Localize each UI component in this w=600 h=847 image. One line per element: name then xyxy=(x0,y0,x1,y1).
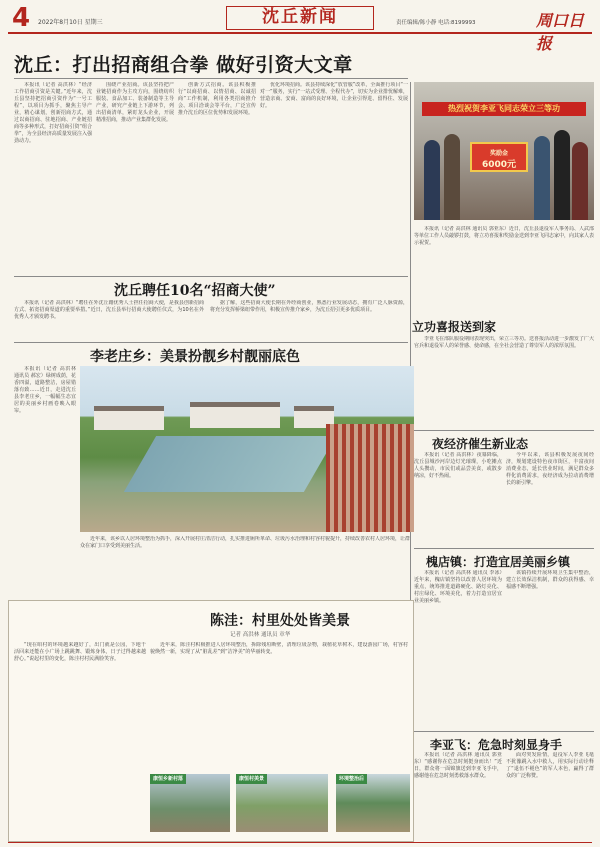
night-economy-col-2: 今年以来，该县积极发展夜间经济，规划建设特色夜市街区，丰富夜间消费业态，延长营业时间，满足群众多样化消费需求，夜经济成为拉动消费增长的新引擎。 xyxy=(506,452,594,486)
ambassador-article-col-2: 据了解，这些招商大使长期在外经商创业，熟悉行业发展动态，拥有广泛人脉资源，将充分发挥桥梁纽带作用，积极宣传推介家乡，为沈丘招引更多优质项目。 xyxy=(210,300,408,313)
main-article-col-2: 围绕产业招商。该县坚持把产业链招商作为主攻方向，围绕纺织服装、食品加工、装备制造等主导产业，研究产业链上下游环节，列出招商清单，紧盯龙头企业，开展精准招商，推动产业集群化发展。 xyxy=(96,82,174,123)
paper-logo: 周口日报 xyxy=(536,11,585,53)
lizhuang-col-2: 近年来，该乡以人居环境整治为抓手，深入开展村庄清洁行动，扎实推进厕所革命、垃圾污水治理和村容村貌提升，持续改善农村人居环境，让群众在家门口享受到美丽生活。 xyxy=(80,536,410,549)
divider xyxy=(14,342,408,343)
night-economy-col-1: 本报讯（记者 高洪林）夜幕降临，沈丘县城沙河岸边灯光璀璨，小吃摊点人头攒动，市民们或品尝美食，或散步纳凉，好不热闹。 xyxy=(414,452,502,479)
person-figure xyxy=(534,136,550,220)
main-article-col-3: 创新方式招商。该县积极推行“以商招商、以情招商、以诚招商”工作机制，利用各类招商推介会、项目洽谈会等平台，广泛宣传推介沈丘的区位优势和发展环境。 xyxy=(178,82,256,116)
divider xyxy=(14,276,408,277)
photo-caption-2: 康恒村美景 xyxy=(236,774,267,784)
night-economy-headline[interactable]: 夜经济催生新业态 xyxy=(432,437,529,451)
huaidian-col-2: 该镇持续开展环境卫生集中整治，建立长效保洁机制，群众的获得感、幸福感不断增强。 xyxy=(506,570,594,590)
masthead xyxy=(8,3,592,53)
chenwa-col-1: “现在咱村的环境越来越好了，出门就是公园，下地干活回来还能在小广场上跳跳舞、锻炼身体，日子过得越来越舒心。”说起村里的变化，陈洼村村民满脸笑容。 xyxy=(14,642,146,662)
canal-figure xyxy=(124,436,336,492)
chenwa-headline[interactable]: 陈洼：村里处处皆美景 xyxy=(210,613,350,629)
award-headline[interactable]: 立功喜报送到家 xyxy=(412,320,497,334)
award-photo xyxy=(414,82,594,220)
village-photo xyxy=(80,366,414,532)
person-figure xyxy=(554,130,570,220)
main-headline[interactable]: 沈丘：打出招商组合拳 做好引资大文章 xyxy=(14,54,353,76)
ambassador-headline[interactable]: 沈丘聘任10名“招商大使” xyxy=(114,283,276,299)
photo-caption-3: 环境整治后 xyxy=(336,774,367,784)
railing-figure xyxy=(326,424,414,532)
award-article: 李亚飞在部队服役期间表现突出，荣立三等功。送喜报活动进一步激发了广大官兵和退役军人的荣誉感、使命感，在全社会营造了尊崇军人的浓厚氛围。 xyxy=(414,336,594,349)
page-number: 4 xyxy=(12,3,31,33)
person-figure xyxy=(424,140,440,220)
main-article-col-4: 优化环境招商。该县持续深化“放管服”改革，全面推行项目“一对一”服务，实行“一站式受理、全程代办”，切实为企业排忧解难，营造亲商、安商、富商的良好环境，让企业引得进、留得住、发展好。 xyxy=(260,82,408,109)
person-figure xyxy=(444,134,460,220)
award-cheque: 奖励金 6000元 xyxy=(470,142,528,172)
chenwa-byline: 记者 高洪林 通讯员 章华 xyxy=(230,632,291,638)
person-figure xyxy=(572,142,588,220)
award-intro-text: 本报讯（记者 高洪林 通讯员 郭亚东）近日，沈丘县退役军人事务局、人武部等单位工作人员敲锣打鼓，将立功喜报和奖励金送到李亚飞同志家中，向其家人表示祝贺。 xyxy=(414,226,594,246)
editor-info: 责任编辑/陈小静 电话:8199993 xyxy=(396,20,476,26)
issue-date: 2022年8月10日 星期三 xyxy=(38,19,103,26)
lifei-col-2: 面对突发险情，退役军人李亚飞毫不犹豫跳入水中救人，用实际行动诠释了“退伍不褪色”的军人本色，赢得了群众的广泛称赞。 xyxy=(506,752,594,779)
lifei-headline[interactable]: 李亚飞：危急时刻显身手 xyxy=(430,738,563,752)
house-figure xyxy=(94,406,164,430)
huaidian-headline[interactable]: 槐店镇：打造宜居美丽乡镇 xyxy=(426,555,571,569)
huaidian-col-1: 本报讯（记者 高洪林 通讯员 李冰）近年来，槐店镇坚持以改善人居环境为重点，统筹推进道路硬化、路灯亮化、村庄绿化、环境美化，着力打造宜居宜业美丽乡镇。 xyxy=(414,570,502,604)
divider xyxy=(414,548,594,549)
divider xyxy=(14,78,408,79)
lifei-col-1: 本报讯（记者 高洪林 通讯员 郭亚东）“感谢你在危急时刻挺身而出！”近日，群众将一面锦旗送到李亚飞手中，感谢他在危急时刻勇救落水群众。 xyxy=(414,752,502,779)
chenwa-col-2: 近年来，陈洼村积极推进人居环境整治，拆除残垣断壁，清理垃圾杂物，栽植花草树木，建设游园广场，村容村貌焕然一新，实现了从“脏乱差”到“洁净美”的华丽转变。 xyxy=(150,642,408,655)
divider xyxy=(414,430,594,431)
photo-caption-1: 康恒乡新村落 xyxy=(150,774,186,784)
house-figure xyxy=(190,402,280,428)
divider xyxy=(414,731,594,732)
lizhuang-headline[interactable]: 李老庄乡：美景扮靓乡村靓丽底色 xyxy=(90,349,300,365)
main-article-col-1: 本报讯（记者 高洪林）“经济工作招商引资是关键。”近年来，沈丘县坚持把招商引资作为“一号工程”，以项目为抓手，聚焦主导产业，精心谋划，创新招商方式，通过以商招商、驻地招商、产业链招商等多种形式，打好招商引资“组合拳”，为全县经济高质量发展注入强劲动力。 xyxy=(14,82,92,144)
lizhuang-col-1: 本报讯（记者 高洪林 通讯员 郝宏）绿树成荫，花香四溢，道路整洁，房屋错落有致……近日，走进沈丘县李老庄乡，一幅幅生态宜居的美丽乡村画卷映入眼帘。 xyxy=(14,366,76,414)
section-title: 沈丘新闻 xyxy=(226,6,374,30)
ambassador-article-col-1: 本报讯（记者 高洪林）“聘任在外沈丘籍优秀人士担任招商大使，是我县创新招商方式、拓宽招商渠道的重要举措。”近日，沈丘县举行招商大使聘任仪式，为10名在外优秀人才颁发聘书。 xyxy=(14,300,204,320)
page-footer-rule xyxy=(8,842,592,843)
photo-banner-text: 热烈祝贺李亚飞同志荣立三等功 xyxy=(422,102,586,116)
